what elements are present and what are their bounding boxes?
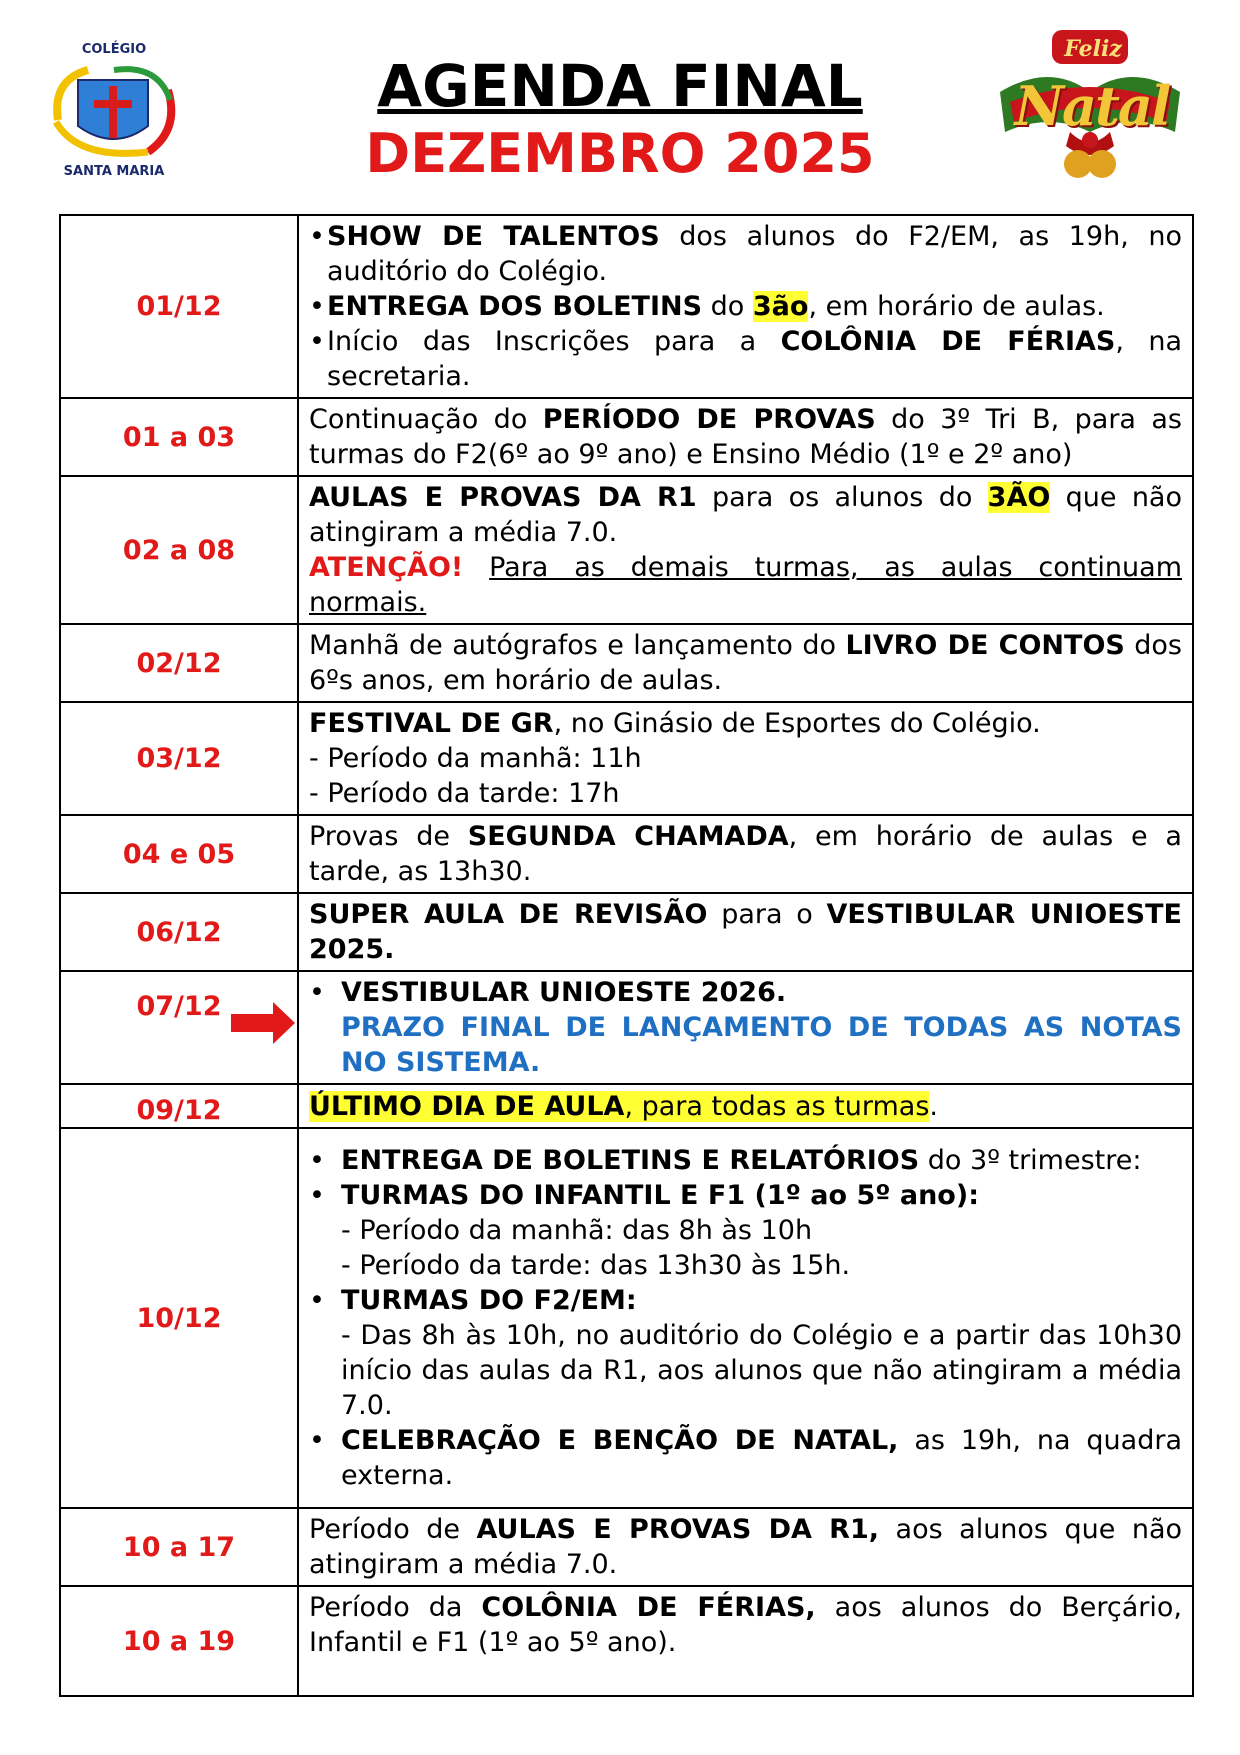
table-row xyxy=(60,815,1193,893)
row-description xyxy=(298,815,1193,893)
row-date: 02/12 xyxy=(60,624,298,702)
page-subtitle: DEZEMBRO 2025 xyxy=(365,122,875,185)
row-date: 02 a 08 xyxy=(60,476,298,624)
highlight-text: 3ão xyxy=(752,291,809,322)
row-description xyxy=(298,624,1193,702)
bold-text: TURMAS DO INFANTIL E F1 (1º ao 5º ano): xyxy=(341,1180,979,1211)
bullet-list xyxy=(309,1143,1182,1493)
table-row xyxy=(60,624,1193,702)
text: que não atingiram a média 7.0. xyxy=(309,482,1182,548)
row-date-cell xyxy=(60,971,298,1084)
row-description xyxy=(298,971,1193,1084)
text: para os alunos do xyxy=(696,482,988,513)
bold-text: VESTIBULAR UNIOESTE 2025. xyxy=(309,899,1182,965)
school-logo xyxy=(44,42,184,182)
logo-cross-icon xyxy=(48,60,180,164)
row-description xyxy=(298,893,1193,971)
table-row xyxy=(60,702,1193,815)
bold-text: LIVRO DE CONTOS xyxy=(845,630,1125,661)
list-item xyxy=(309,1178,1182,1283)
table-row xyxy=(60,971,1193,1084)
list-item xyxy=(309,1143,1182,1178)
page-title: AGENDA FINAL xyxy=(377,52,863,120)
table-row xyxy=(60,1586,1193,1696)
text: - Período da manhã: 11h xyxy=(309,743,642,774)
bold-text: ENTREGA DE BOLETINS E RELATÓRIOS xyxy=(341,1145,920,1176)
text: do 3º Tri B, para as turmas do F2(6º ao 9º ano) e Ensino Médio (1º e 2º ano) xyxy=(309,404,1182,470)
row-description xyxy=(298,1586,1193,1696)
bold-text: ENTREGA DOS BOLETINS xyxy=(327,291,703,322)
bullet-list xyxy=(309,219,1182,394)
row-description xyxy=(298,702,1193,815)
blue-notice: PRAZO FINAL DE LANÇAMENTO DE TODAS AS NOTAS NO SISTEMA. xyxy=(341,1012,1182,1078)
bold-text: PERÍODO DE PROVAS xyxy=(542,404,876,435)
row-date: 10 a 17 xyxy=(60,1508,298,1586)
text: Provas de xyxy=(309,821,468,852)
text: aos alunos que não atingiram a média 7.0. xyxy=(309,1514,1183,1580)
table-row xyxy=(60,1508,1193,1586)
bold-text: COLÔNIA DE FÉRIAS xyxy=(780,326,1116,357)
warning-label: ATENÇÃO! xyxy=(309,552,464,583)
bold-text: AULAS E PROVAS DA R1 xyxy=(309,482,697,513)
text: Período de xyxy=(309,1514,477,1545)
list-item xyxy=(309,324,1182,394)
text: - Das 8h às 10h, no auditório do Colégio e a partir das 10h30 início das aulas da R1, aos alunos que não atingiram a média 7.0. xyxy=(341,1320,1182,1421)
row-description xyxy=(298,476,1193,624)
list-item xyxy=(309,219,1182,289)
text: - Período da manhã: das 8h às 10h xyxy=(341,1215,813,1246)
text: aos alunos do Berçário, Infantil e F1 (1º ao 5º ano). xyxy=(309,1592,1183,1658)
logo-top-text: COLÉGIO xyxy=(81,42,147,57)
text: Início das Inscrições para a xyxy=(327,326,781,357)
table-row xyxy=(60,476,1193,624)
row-date: 03/12 xyxy=(60,702,298,815)
text: , na secretaria. xyxy=(327,326,1182,392)
bold-text: COLÔNIA DE FÉRIAS, xyxy=(481,1592,816,1623)
list-item xyxy=(309,289,1182,324)
text: do 3º trimestre: xyxy=(919,1145,1142,1176)
table-row xyxy=(60,398,1193,476)
bullet-list xyxy=(309,975,1182,1010)
bold-text: VESTIBULAR UNIOESTE 2026. xyxy=(341,977,787,1008)
text: Período da xyxy=(309,1592,482,1623)
bold-text: CELEBRAÇÃO E BENÇÃO DE NATAL, xyxy=(341,1425,899,1456)
row-date: 10 a 19 xyxy=(60,1586,298,1696)
text: , em horário de aulas. xyxy=(808,291,1105,322)
row-date: 06/12 xyxy=(60,893,298,971)
text: - Período da tarde: 17h xyxy=(309,778,620,809)
table-row xyxy=(60,1128,1193,1508)
bold-text: SHOW DE TALENTOS xyxy=(327,221,660,252)
row-description xyxy=(298,1084,1193,1128)
table-row xyxy=(60,1084,1193,1128)
row-description xyxy=(298,215,1193,398)
bold-text: ÚLTIMO DIA DE AULA xyxy=(309,1090,625,1122)
agenda-table xyxy=(59,214,1194,1697)
logo-bottom-text: SANTA MARIA xyxy=(63,164,165,179)
text: Continuação do xyxy=(309,404,543,435)
text: , para todas as turmas xyxy=(624,1090,930,1122)
natal-feliz-text: Feliz xyxy=(1064,36,1122,62)
row-date: 09/12 xyxy=(60,1084,298,1128)
bold-text: TURMAS DO F2/EM: xyxy=(341,1285,637,1316)
bold-text: SEGUNDA CHAMADA xyxy=(467,821,789,852)
row-description xyxy=(298,1128,1193,1508)
list-item xyxy=(309,1423,1182,1493)
page-header xyxy=(0,0,1240,210)
row-date: 01 a 03 xyxy=(60,398,298,476)
list-item xyxy=(309,1283,1182,1423)
text: , no Ginásio de Esportes do Colégio. xyxy=(553,708,1041,739)
list-item xyxy=(309,975,1182,1010)
bold-text: SUPER AULA DE REVISÃO xyxy=(309,899,708,930)
text: - Período da tarde: das 13h30 às 15h. xyxy=(341,1250,851,1281)
text: dos 6ºs anos, em horário de aulas. xyxy=(309,630,1182,696)
row-date: 10/12 xyxy=(60,1128,298,1508)
table-row xyxy=(60,893,1193,971)
row-date: 01/12 xyxy=(60,215,298,398)
row-description xyxy=(298,398,1193,476)
christmas-badge xyxy=(990,22,1190,192)
row-date: 04 e 05 xyxy=(60,815,298,893)
text: as 19h, na quadra externa. xyxy=(341,1425,1182,1491)
text: . xyxy=(929,1090,938,1122)
text: dos alunos do F2/EM, as 19h, no auditório do Colégio. xyxy=(327,221,1182,287)
text: do xyxy=(702,291,753,322)
table-row xyxy=(60,215,1193,398)
highlight-text: 3ÃO xyxy=(987,482,1051,513)
text: , em horário de aulas e a tarde, as 13h30. xyxy=(309,821,1182,887)
text: Manhã de autógrafos e lançamento do xyxy=(309,630,846,661)
bold-text: AULAS E PROVAS DA R1, xyxy=(476,1514,880,1545)
row-description xyxy=(298,1508,1193,1586)
text: para o xyxy=(707,899,827,930)
bold-text: FESTIVAL DE GR xyxy=(309,708,554,739)
red-arrow-icon xyxy=(61,972,295,1068)
natal-word-text: Natal xyxy=(1014,74,1170,138)
warning-text: Para as demais turmas, as aulas continuam normais. xyxy=(309,552,1182,618)
row-date: 07/12 xyxy=(136,991,222,1022)
